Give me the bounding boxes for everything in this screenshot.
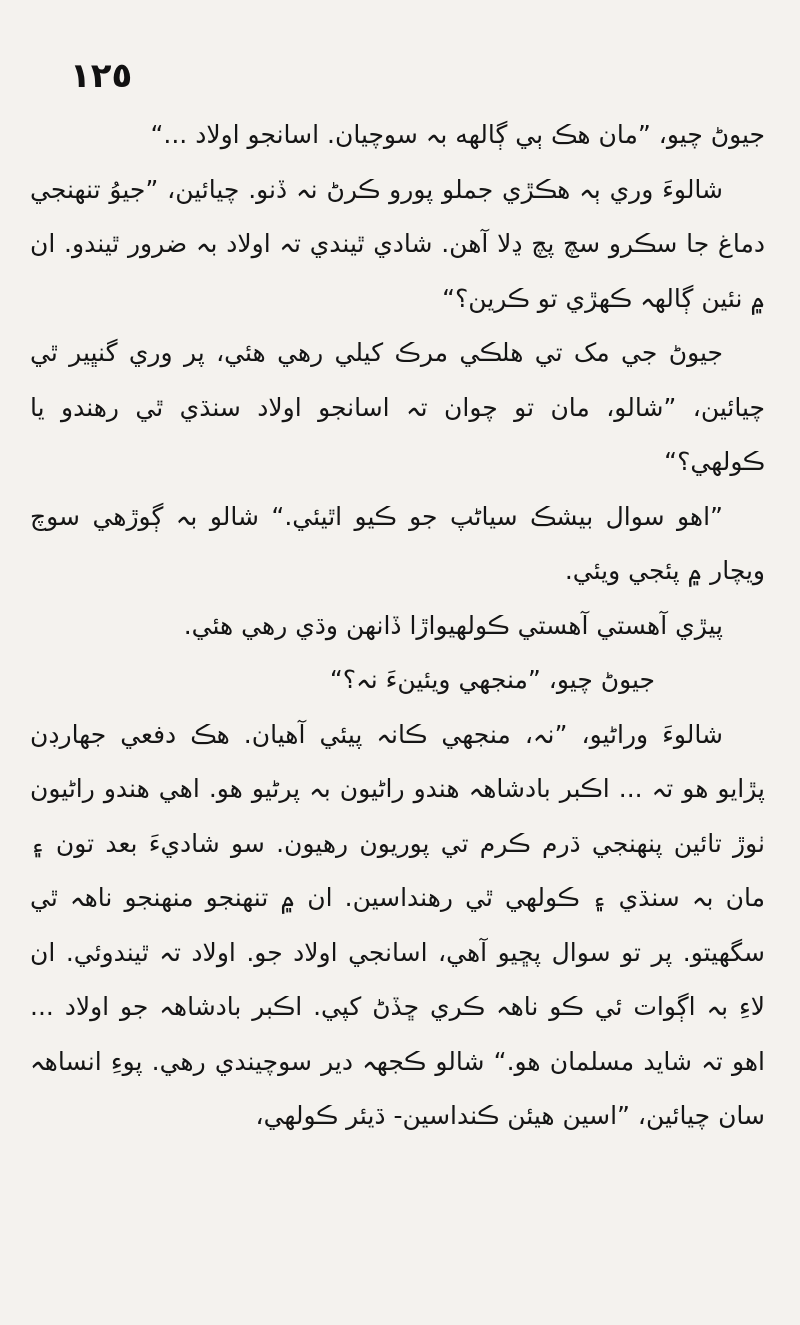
page-number: ١٢٥ (70, 56, 133, 96)
page-text-body (30, 108, 765, 1144)
paragraph-3: جيوڻ جي مک تي هلڪي مرڪ کيلي رهي هئي، پر وري گنڀير ٿي چيائين، ”شالو، مان تو چوان تہ اسانجو اولاد سنڌي ٿي رهندو يا ڪولهي؟“ (30, 338, 765, 476)
paragraph-6: جيوڻ چيو، ”منجهي ويئينءَ نہ؟“ (329, 665, 655, 694)
paragraph-5: پيڙي آهستي آهستي ڪولهيواڙا ڏانهن وڌي رهي هئي. (183, 610, 723, 640)
paragraph-2: شالوءَ وري ٻہ هڪڙي جملو پورو ڪرڻ نہ ڏنو. چيائين، ”جيوُ تنهنجي دماغ جا سڪرو سچ پچ ڍلا آهن. شادي ٿيندي تہ اولاد بہ ضرور ٿيندو. ان ۾ نئين ڳالهہ ڪهڙي تو ڪرين؟“ (30, 174, 765, 313)
paragraph-7: شالوءَ وراڻيو، ”نہ، منجهي ڪانہ پيئي آهيان. هڪ دفعي جهارڊن پڙايو هو تہ ... اڪبر بادشاهہ هندو راڻيون بہ پرڻيو هو. اهي هندو راڻيون ٺوڙ تائين پنهنجي ڌرم ڪرم تي پوريون رهيون. سو شاديءَ بعد تون ۽ مان بہ سنڌي ۽ ڪولهي ٿي رهنداسين. ان ۾ تنهنجو منهنجو ناهہ ٿي سگهيتو. پر تو سوال پڇيو آهي، اسانجي اولاد جو. اولاد تہ ٿيندوئي. ان لاءِ بہ اڳوات ئي ڪو ناهہ ڪري ڇڏڻ کپي. اڪبر بادشاهہ جو اولاد ... اهو تہ شايد مسلمان هو.“ شالو ڪجهہ دير سوچيندي رهي. پوءِ انساهہ سان چيائين، ”اسين هيئن ڪنداسين- ڌيئر ڪولهي، (30, 719, 765, 1130)
paragraph-1: جيوڻ چيو، ”مان هڪ ٻي ڳالهه بہ سوچيان. اسانجو اولاد ...“ (150, 120, 765, 149)
paragraph-4: ”اهو سوال بيشڪ سياڻپ جو ڪيو اٿيئي.“ شالو بہ ڳوڙهي سوچ ويچار ۾ پئجي ويئي. (30, 501, 765, 585)
